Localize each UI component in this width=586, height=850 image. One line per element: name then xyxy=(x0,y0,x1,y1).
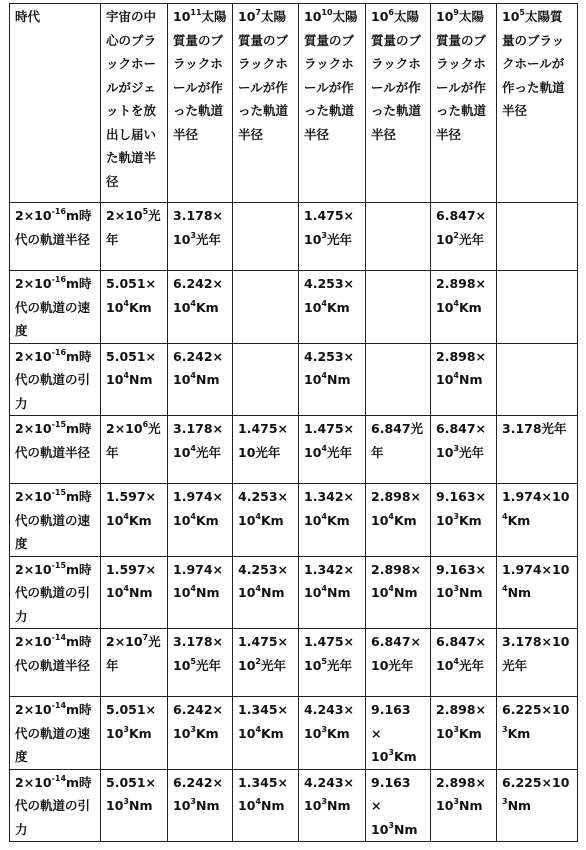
table-cell: 6.847×10光年 xyxy=(366,629,431,697)
table-cell xyxy=(366,203,431,271)
table-cell: $6.242\times 10^4Nm$ xyxy=(168,343,233,416)
table-cell: $2.898\times 10^4Km$ xyxy=(431,271,497,344)
header-row xyxy=(10,4,578,203)
table-cell xyxy=(366,343,431,416)
table-cell: $2\times 10^6$光年 xyxy=(101,416,168,484)
row-label-cell: $2\times 10^{-14}m$時代の軌道の速度 xyxy=(10,697,101,770)
table-cell: $6.847\times 10^2$光年 xyxy=(431,203,497,271)
row-label-cell: $2\times 10^{-15}m$時代の軌道の速度 xyxy=(10,484,101,557)
table-cell: $6.225\times 10^3Km$ xyxy=(497,697,578,770)
table-cell: $1.475\times 10^4$光年 xyxy=(299,416,366,484)
table-cell: 3.178×10光年 xyxy=(497,629,578,697)
table-cell: $3.178\times 10^5$光年 xyxy=(168,629,233,697)
header-cell: 時代 xyxy=(10,4,101,203)
table-cell: $1.342\times 10^4Nm$ xyxy=(299,556,366,629)
header-cell: $10^9$太陽質量のブラックホールが作った軌道半径 xyxy=(431,4,497,203)
table-row xyxy=(10,416,578,484)
table-cell: $6.242\times 10^3Km$ xyxy=(168,697,233,770)
table-cell: $6.242\times 10^3Nm$ xyxy=(168,769,233,842)
table-cell: $4.253\times 10^4Km$ xyxy=(233,484,299,557)
table-cell: $1.597\times 10^4Nm$ xyxy=(101,556,168,629)
table-cell: $1.974\times 10^4Nm$ xyxy=(497,556,578,629)
table-cell: $4.243\times 10^3Nm$ xyxy=(299,769,366,842)
table-row xyxy=(10,271,578,344)
row-label-cell: $2\times 10^{-15}m$時代の軌道の引力 xyxy=(10,556,101,629)
header-cell: $10^7$太陽質量のブラックホールが作った軌道半径 xyxy=(233,4,299,203)
row-label-cell: $2\times 10^{-14}m$時代の軌道の引力 xyxy=(10,769,101,842)
table-row xyxy=(10,343,578,416)
table-cell: $6.847\times 10^3$光年 xyxy=(431,416,497,484)
table-cell: $2.898\times 10^3Km$ xyxy=(431,697,497,770)
table-cell: $6.847\times 10^4$光年 xyxy=(431,629,497,697)
header-cell: $10^5$太陽質量のブラックホールが作った軌道半径 xyxy=(497,4,578,203)
table-cell: $1.345\times 10^4Km$ xyxy=(233,697,299,770)
table-cell: $2.898\times 10^4Nm$ xyxy=(366,556,431,629)
table-cell xyxy=(233,271,299,344)
table-cell xyxy=(497,271,578,344)
table-cell: $6.225\times 10^3Nm$ xyxy=(497,769,578,842)
table-row xyxy=(10,556,578,629)
table-cell xyxy=(233,203,299,271)
table-cell: $1.345\times 10^4Nm$ xyxy=(233,769,299,842)
table-cell: 9.163 × $10^3Nm$ xyxy=(366,769,431,842)
table-cell: $4.253\times 10^4Nm$ xyxy=(233,556,299,629)
table-cell xyxy=(233,343,299,416)
table-cell: $4.253\times 10^4Nm$ xyxy=(299,343,366,416)
row-label-cell: $2\times 10^{-16}m$時代の軌道半径 xyxy=(10,203,101,271)
table-cell: $5.051\times 10^3Km$ xyxy=(101,697,168,770)
header-cell: $10^{10}$太陽質量のブラックホールが作った軌道半径 xyxy=(299,4,366,203)
table-cell: $1.342\times 10^4Km$ xyxy=(299,484,366,557)
table-cell: $1.475\times 10^5$光年 xyxy=(299,629,366,697)
table-cell: $1.974\times 10^4Nm$ xyxy=(168,556,233,629)
table-cell: $2.898\times 10^4Km$ xyxy=(366,484,431,557)
table-cell: $5.051\times 10^4Nm$ xyxy=(101,343,168,416)
table-cell xyxy=(366,271,431,344)
header-cell: $10^6$太陽質量のブラックホールが作った軌道半径 xyxy=(366,4,431,203)
table-row xyxy=(10,484,578,557)
table-cell: $2\times 10^7$光年 xyxy=(101,629,168,697)
table-cell: 1.475×10光年 xyxy=(233,416,299,484)
row-label-cell: $2\times 10^{-16}m$時代の軌道の引力 xyxy=(10,343,101,416)
table-row xyxy=(10,697,578,770)
table-cell: $4.253\times 10^4Km$ xyxy=(299,271,366,344)
table-cell: $5.051\times 10^3Nm$ xyxy=(101,769,168,842)
table-row xyxy=(10,629,578,697)
table-cell: 9.163 × $10^3Km$ xyxy=(366,697,431,770)
table-cell: $9.163\times 10^3Nm$ xyxy=(431,556,497,629)
table-cell: $1.597\times 10^4Km$ xyxy=(101,484,168,557)
table-cell: $2.898\times 10^3Nm$ xyxy=(431,769,497,842)
table-cell: $2.898\times 10^4Nm$ xyxy=(431,343,497,416)
table-cell: $1.974\times 10^4Km$ xyxy=(497,484,578,557)
table-cell: $1.974\times 10^4Km$ xyxy=(168,484,233,557)
table-cell: $3.178\times 10^4$光年 xyxy=(168,416,233,484)
table-cell: $1.475\times 10^2$光年 xyxy=(233,629,299,697)
row-label-cell: $2\times 10^{-16}m$時代の軌道の速度 xyxy=(10,271,101,344)
table-cell: $4.243\times 10^3Km$ xyxy=(299,697,366,770)
table-cell: $3.178\times 10^3$光年 xyxy=(168,203,233,271)
table-cell: $6.242\times 10^4Km$ xyxy=(168,271,233,344)
table-cell: $5.051\times 10^4Km$ xyxy=(101,271,168,344)
header-cell: $10^{11}$太陽質量のブラックホールが作った軌道半径 xyxy=(168,4,233,203)
table-row xyxy=(10,203,578,271)
table-cell xyxy=(497,203,578,271)
row-label-cell: $2\times 10^{-14}m$時代の軌道半径 xyxy=(10,629,101,697)
data-table xyxy=(9,3,578,842)
table-cell: $2\times 10^5$光年 xyxy=(101,203,168,271)
row-label-cell: $2\times 10^{-15}m$時代の軌道半径 xyxy=(10,416,101,484)
table-row xyxy=(10,769,578,842)
table-cell xyxy=(497,343,578,416)
table-cell: 3.178光年 xyxy=(497,416,578,484)
table-cell: 6.847光年 xyxy=(366,416,431,484)
table-cell: $9.163\times 10^3Km$ xyxy=(431,484,497,557)
table-cell: $1.475\times 10^3$光年 xyxy=(299,203,366,271)
header-cell: 宇宙の中心のブラックホールがジェットを放出し届いた軌道半径 xyxy=(101,4,168,203)
